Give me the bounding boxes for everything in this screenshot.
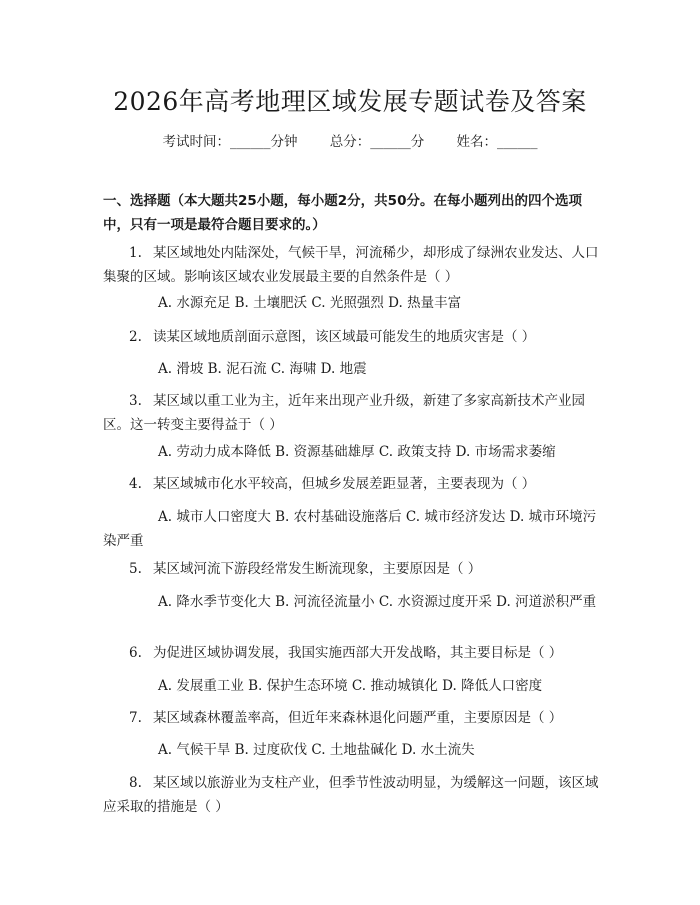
question-2-options: A. 滑坡 B. 泥石流 C. 海啸 D. 地震 (158, 361, 367, 377)
question-6 (103, 641, 603, 665)
question-2 (103, 325, 603, 349)
question-text: 某区域地处内陆深处，气候干旱，河流稀少，却形成了绿洲农业发达、人口集聚的区域。影响该区域农业发展最主要的自然条件是（ ） (103, 245, 599, 285)
question-text: 某区域以重工业为主，近年来出现产业升级，新建了多家高新技术产业园区。这一转变主要得益于（ ） (103, 393, 585, 433)
question-text: 读某区域地质剖面示意图，该区域最可能发生的地质灾害是（ ） (153, 329, 536, 345)
question-text: 某区域森林覆盖率高，但近年来森林退化问题严重，主要原因是（ ） (153, 710, 563, 726)
section-title: 一、选择题（本大题共25小题，每小题2分，共50分。在每小题列出的四个选项中，只有一项是最符合题目要求的。） (103, 193, 582, 233)
question-1-options: A. 水源充足 B. 土壤肥沃 C. 光照强烈 D. 热量丰富 (158, 295, 462, 311)
question-number: 5. (129, 561, 142, 577)
question-text: 某区域河流下游段经常发生断流现象，主要原因是（ ） (153, 561, 482, 577)
total-score-field: 总分：______分 (329, 134, 425, 150)
question-text: 某区域城市化水平较高，但城乡发展差距显著，主要表现为（ ） (153, 476, 536, 492)
question-7 (103, 706, 603, 730)
question-3 (103, 389, 603, 437)
question-4 (103, 472, 603, 496)
question-text: 为促进区域协调发展，我国实施西部大开发战略，其主要目标是（ ） (153, 645, 563, 661)
student-name-field: 姓名：______ (456, 134, 538, 150)
question-1 (103, 241, 603, 289)
question-number: 4. (129, 476, 142, 492)
question-8 (103, 771, 603, 819)
question-number: 7. (129, 710, 142, 726)
question-5-options: A. 降水季节变化大 B. 河流径流量小 C. 水资源过度开采 D. 河道淤积严重 (158, 594, 597, 610)
question-number: 3. (129, 393, 142, 409)
question-number: 2. (129, 329, 142, 345)
exam-info-line (0, 132, 700, 152)
question-6-options: A. 发展重工业 B. 保护生态环境 C. 推动城镇化 D. 降低人口密度 (158, 678, 543, 694)
question-number: 1. (129, 245, 142, 261)
question-number: 6. (129, 645, 142, 661)
question-text: 某区域以旅游业为支柱产业，但季节性波动明显，为缓解这一问题，该区域应采取的措施是（ ） (103, 775, 599, 815)
question-4-options: A. 城市人口密度大 B. 农村基础设施落后 C. 城市经济发达 D. 城市环境污染严重 (103, 509, 597, 549)
question-3-options: A. 劳动力成本降低 B. 资源基础雄厚 C. 政策支持 D. 市场需求萎缩 (158, 444, 556, 460)
exam-title: 2026年高考地理区域发展专题试卷及答案 (113, 87, 587, 116)
exam-time-field: 考试时间：______分钟 (162, 134, 298, 150)
question-number: 8. (129, 775, 142, 791)
question-7-options: A. 气候干旱 B. 过度砍伐 C. 土地盐碱化 D. 水土流失 (158, 742, 475, 758)
question-5 (103, 557, 603, 581)
